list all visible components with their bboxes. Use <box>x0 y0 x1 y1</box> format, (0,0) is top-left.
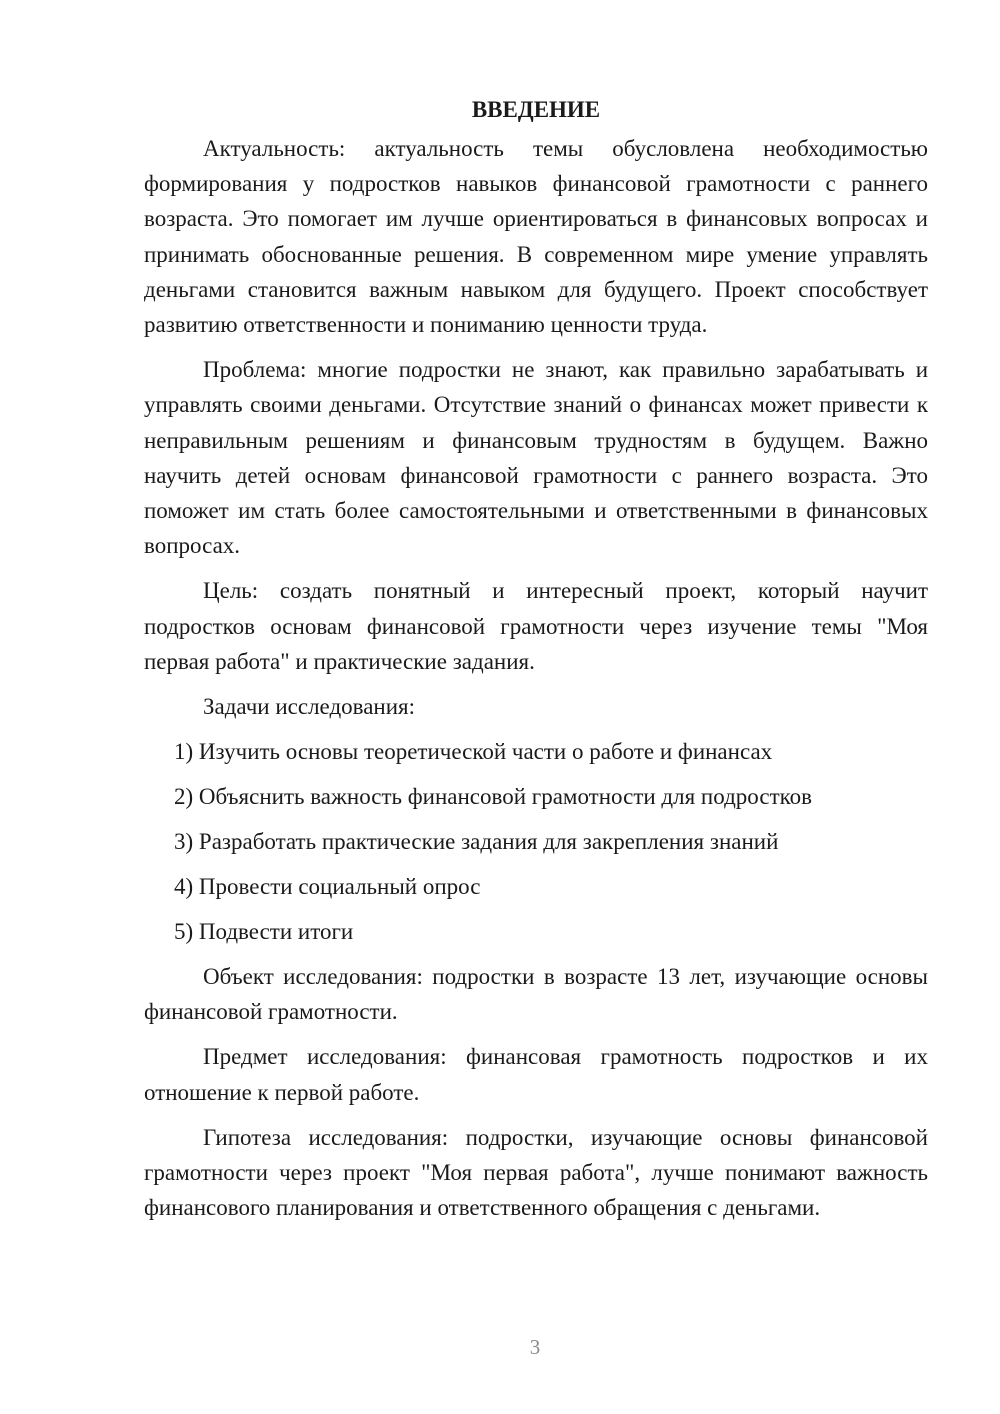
relevance-paragraph: Актуальность: актуальность темы обусловлена необходимостью формирования у подростков навыков финансовой грамотности с раннего возраста. Это помогает им лучше ориентироваться в финансовых вопросах и принимать обоснованные решения. В современном мире умение управлять деньгами становится важным навыком для будущего. Проект способствует развитию ответственности и пониманию ценности труда. <box>144 136 928 338</box>
task-list <box>144 734 928 949</box>
task-item: 4) Провести социальный опрос <box>174 874 481 900</box>
section-title: ВВЕДЕНИЕ <box>471 97 601 122</box>
task-item: 2) Объяснить важность финансовой грамотности для подростков <box>174 784 812 810</box>
tasks-heading: Задачи исследования: <box>203 694 416 720</box>
task-item: 5) Подвести итоги <box>174 919 354 945</box>
problem-paragraph: Проблема: многие подростки не знают, как правильно зарабатывать и управлять своими деньгами. Отсутствие знаний о финансах может привести к неправильным решениям и финансовым трудностям в будущем. Важно научить детей основам финансовой грамотности с раннего возраста. Это поможет им стать более самостоятельными и ответственными в финансовых вопросах. <box>144 357 928 559</box>
hypothesis-paragraph: Гипотеза исследования: подростки, изучающие основы финансовой грамотности через проект "Моя первая работа", лучше понимают важность финансового планирования и ответственного обращения с деньгами. <box>144 1124 928 1221</box>
object-paragraph: Объект исследования: подростки в возрасте 13 лет, изучающие основы финансовой грамотности. <box>144 964 928 1025</box>
page-number: 3 <box>529 1335 541 1359</box>
task-item: 3) Разработать практические задания для закрепления знаний <box>174 829 779 855</box>
document-page <box>144 92 928 1225</box>
goal-paragraph: Цель: создать понятный и интересный проект, который научит подростков основам финансовой грамотности через изучение темы "Моя первая работа" и практические задания. <box>144 578 928 674</box>
task-item: 1) Изучить основы теоретической части о работе и финансах <box>174 739 773 765</box>
subject-paragraph: Предмет исследования: финансовая грамотность подростков и их отношение к первой работе. <box>144 1044 928 1105</box>
